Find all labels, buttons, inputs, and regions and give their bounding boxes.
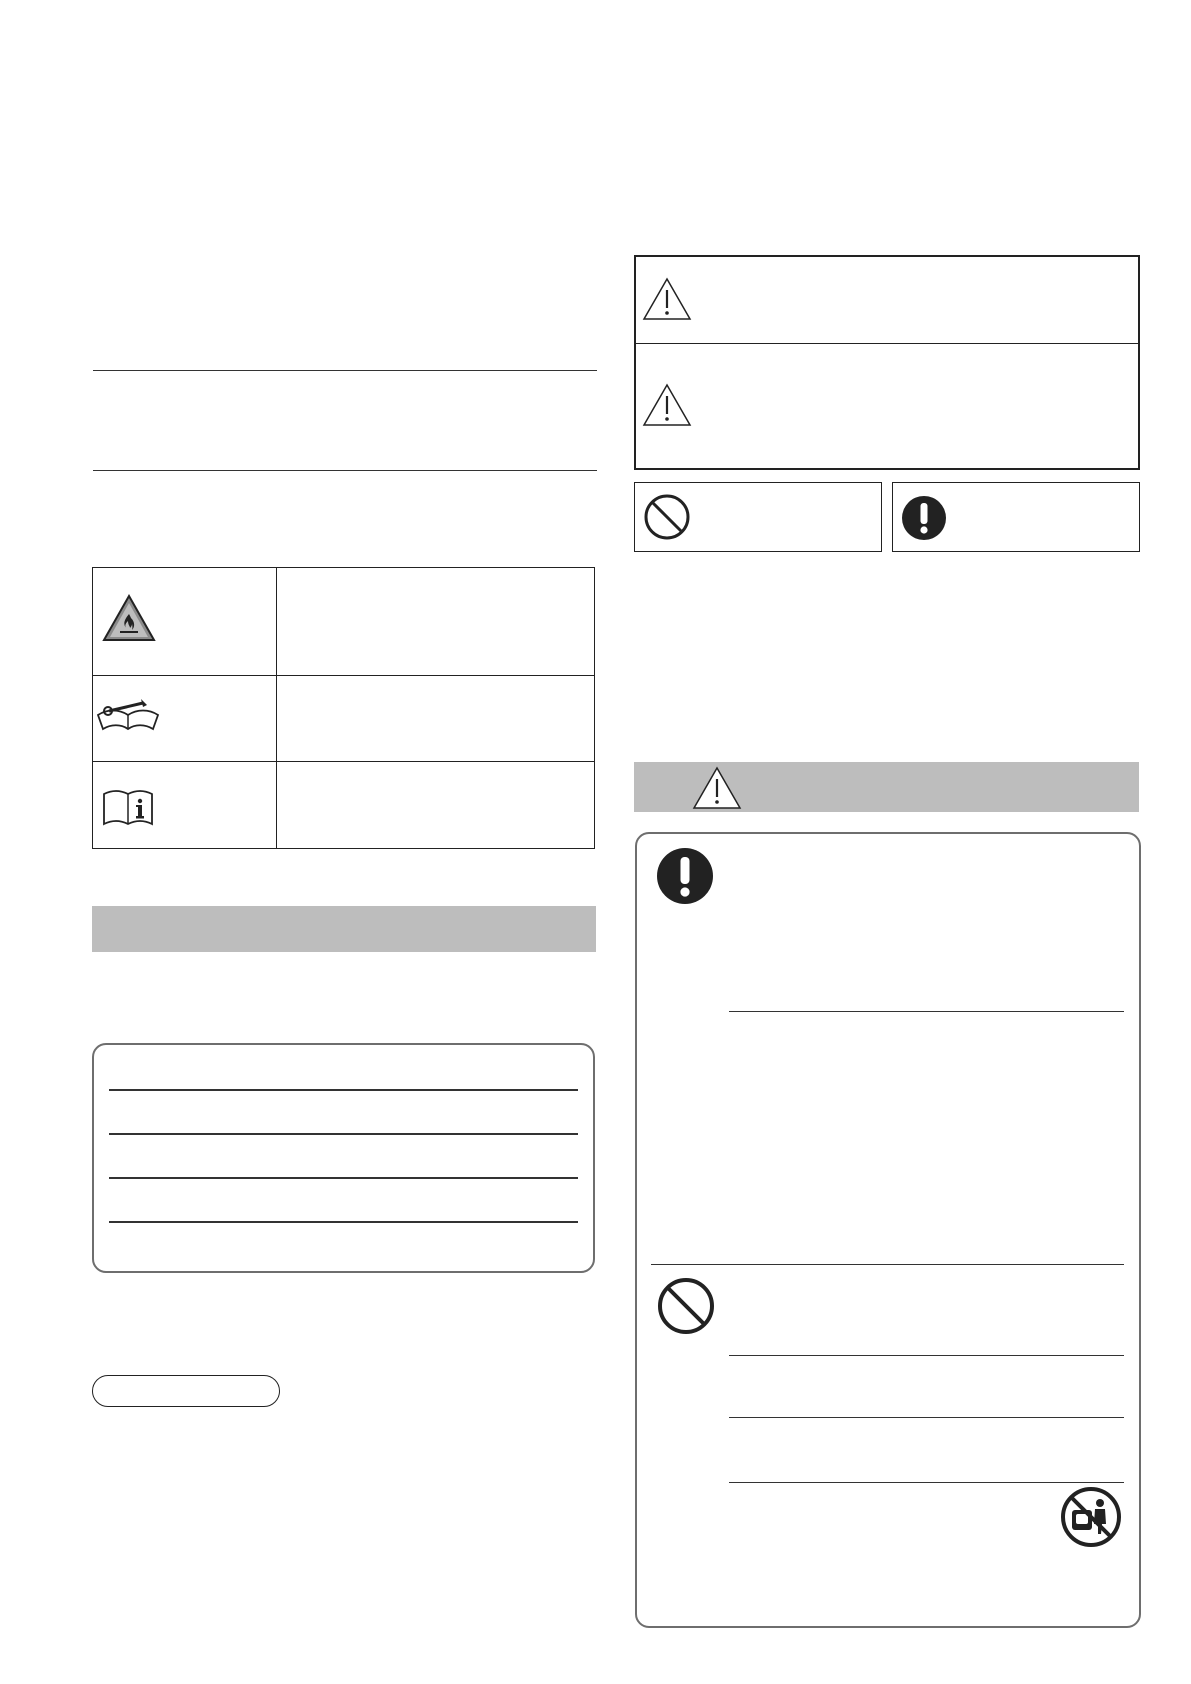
service-manual-icon (95, 693, 161, 733)
exclamation-icon (656, 847, 714, 905)
warning-content-box (635, 832, 1141, 1628)
exclamation-icon (901, 495, 947, 541)
pill-label (92, 1375, 280, 1407)
warning-triangle-icon (642, 277, 692, 321)
warning-legend-box (634, 255, 1140, 470)
prohibition-icon (643, 493, 691, 541)
divider-bottom (93, 470, 597, 471)
caution-triangle-icon (642, 383, 692, 427)
mandatory-legend-box (892, 482, 1140, 552)
prohibited-legend-box (634, 482, 882, 552)
warning-section-bar (634, 762, 1139, 812)
prohibition-icon (656, 1276, 716, 1336)
warning-triangle-icon (692, 766, 742, 810)
symbol-table (92, 567, 595, 849)
divider-top (93, 370, 597, 371)
information-manual-icon (102, 788, 154, 826)
no-children-icon (1060, 1486, 1122, 1548)
left-rounded-box (92, 1043, 595, 1273)
left-section-bar (92, 906, 596, 952)
flammable-warning-icon (102, 594, 156, 642)
